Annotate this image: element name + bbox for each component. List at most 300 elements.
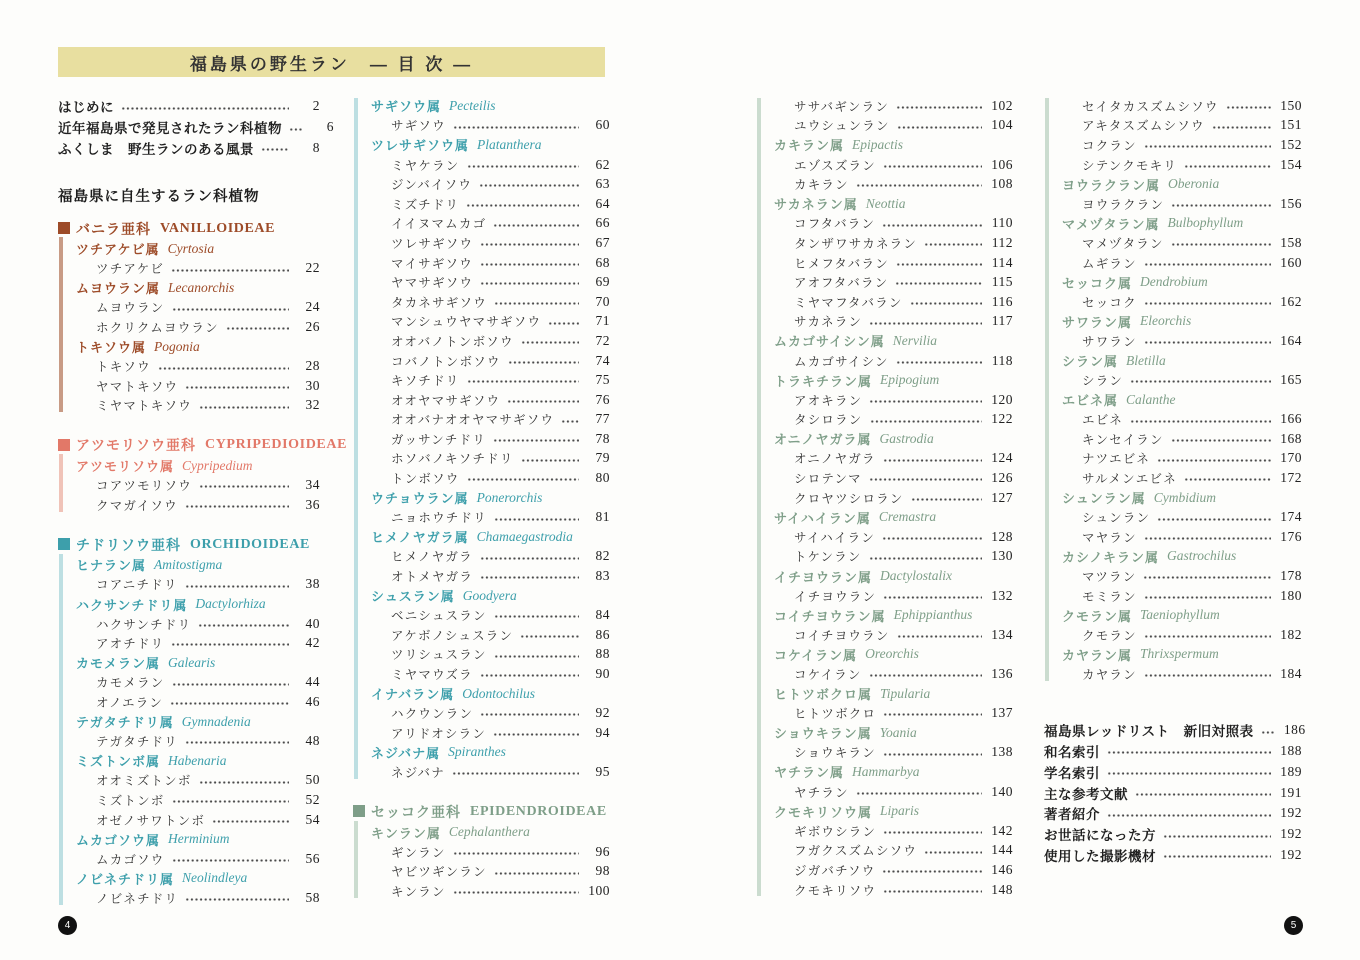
toc-entry-row bbox=[353, 723, 610, 743]
entry-name: アキタスズムシソウ bbox=[1082, 119, 1205, 134]
entry-page-number: 156 bbox=[1280, 195, 1302, 211]
entry-name: オゼノサワトンボ bbox=[96, 813, 206, 828]
section-spacer bbox=[353, 782, 610, 802]
genus-name-latin: Thrixspermum bbox=[1140, 646, 1219, 662]
dots-leader bbox=[467, 155, 579, 175]
toc-entry-row bbox=[1044, 664, 1302, 684]
genus-heading bbox=[1044, 312, 1302, 332]
subfamily-heading bbox=[58, 218, 320, 239]
toc-entry-row bbox=[353, 468, 610, 488]
entry-page-number: 52 bbox=[305, 791, 320, 807]
entry-name: クモラン bbox=[1082, 628, 1137, 643]
entry-name: コクラン bbox=[1082, 138, 1137, 153]
entry-name: ジンバイソウ bbox=[391, 178, 473, 193]
entry-page-number: 118 bbox=[991, 352, 1013, 368]
entry-name: セッコク bbox=[1082, 295, 1137, 310]
toc-entry-row bbox=[353, 842, 610, 862]
genus-name-ja: ヒナラン属 bbox=[76, 558, 147, 574]
dots-leader bbox=[453, 881, 579, 901]
dots-leader bbox=[480, 272, 579, 292]
toc-entry-row bbox=[353, 429, 610, 449]
section-spacer bbox=[1044, 684, 1302, 720]
genus-name-ja: ムヨウラン属 bbox=[76, 281, 161, 297]
entry-page-number: 192 bbox=[1280, 826, 1302, 842]
dots-leader bbox=[1130, 370, 1271, 390]
entry-page-number: 78 bbox=[595, 430, 610, 446]
entry-page-number: 77 bbox=[595, 411, 610, 427]
entry-name: ふくしま 野生ランのある風景 bbox=[58, 141, 254, 157]
entry-page-number: 79 bbox=[595, 450, 610, 466]
section-color-bar bbox=[354, 821, 358, 898]
entry-name: クモキリソウ bbox=[794, 883, 877, 898]
dots-leader bbox=[1144, 586, 1271, 606]
subfamily-section bbox=[58, 218, 320, 415]
toc-entry-row bbox=[756, 782, 1013, 802]
dots-leader bbox=[895, 272, 982, 292]
entry-page-number: 106 bbox=[991, 156, 1013, 172]
entry-page-number: 127 bbox=[991, 489, 1013, 505]
dots-leader bbox=[897, 116, 982, 136]
genus-name-latin: Neolindleya bbox=[182, 870, 248, 886]
genus-heading bbox=[353, 527, 610, 547]
entry-page-number: 100 bbox=[588, 882, 610, 898]
genus-heading bbox=[58, 555, 320, 575]
genus-name-latin: Dactylostalix bbox=[880, 568, 952, 584]
entry-name: ヤマサギソウ bbox=[391, 276, 474, 291]
entry-page-number: 60 bbox=[595, 117, 610, 133]
toc-entry-row bbox=[353, 351, 610, 371]
entry-page-number: 48 bbox=[305, 733, 320, 749]
entry-name: ベニシュスラン bbox=[391, 609, 487, 624]
entry-page-number: 184 bbox=[1280, 666, 1302, 682]
subfamily-name-ja: セッコク亜科 bbox=[371, 804, 461, 821]
toc-entry-row bbox=[58, 575, 320, 595]
dots-leader bbox=[870, 410, 982, 430]
entry-page-number: 8 bbox=[312, 139, 320, 155]
genus-heading bbox=[1044, 351, 1302, 371]
entry-page-number: 44 bbox=[305, 674, 320, 690]
entry-page-number: 74 bbox=[595, 352, 610, 368]
entry-page-number: 162 bbox=[1280, 293, 1302, 309]
subfamily-heading bbox=[58, 535, 320, 556]
entry-page-number: 83 bbox=[595, 568, 610, 584]
dots-leader bbox=[480, 253, 579, 273]
genus-name-latin: Herminium bbox=[168, 831, 230, 847]
toc-entry-row bbox=[353, 645, 610, 665]
entry-page-number: 172 bbox=[1280, 470, 1302, 486]
dots-leader bbox=[480, 233, 579, 253]
subfamily-section bbox=[58, 535, 320, 908]
entry-name: イチヨウラン bbox=[794, 589, 877, 604]
genus-name-latin: Chamaegastrodia bbox=[476, 528, 573, 544]
toc-entry-row bbox=[58, 673, 320, 693]
dots-leader bbox=[1157, 449, 1271, 469]
toc-entry-row bbox=[1044, 468, 1302, 488]
genus-name-latin: Epipogium bbox=[880, 372, 940, 388]
dots-leader bbox=[896, 253, 982, 273]
genus-heading bbox=[756, 135, 1013, 155]
dots-leader bbox=[467, 370, 579, 390]
toc-entry-row bbox=[353, 664, 610, 684]
dots-leader bbox=[493, 429, 579, 449]
genus-heading bbox=[58, 653, 320, 673]
dots-leader bbox=[171, 633, 289, 653]
entry-name: トンボソウ bbox=[391, 472, 460, 487]
toc-entry-row bbox=[756, 841, 1013, 861]
toc-entry-row bbox=[353, 566, 610, 586]
dots-leader bbox=[883, 586, 982, 606]
genus-heading bbox=[756, 566, 1013, 586]
toc-column-1 bbox=[58, 96, 348, 908]
genus-name-latin: Habenaria bbox=[168, 752, 227, 768]
dots-leader bbox=[170, 692, 289, 712]
genus-heading bbox=[1044, 214, 1302, 234]
dots-leader bbox=[494, 861, 579, 881]
toc-entry-row bbox=[353, 507, 610, 527]
entry-name: シラン bbox=[1082, 374, 1124, 389]
toc-entry-row bbox=[353, 292, 610, 312]
section-heading: 福島県に自生するラン科植物 bbox=[58, 189, 260, 206]
entry-page-number: 180 bbox=[1280, 587, 1302, 603]
toc-entry-row bbox=[1044, 741, 1302, 762]
entry-page-number: 80 bbox=[595, 470, 610, 486]
entry-name: ハクウンラン bbox=[391, 707, 474, 722]
dots-leader bbox=[1144, 527, 1271, 547]
entry-name: ミヤマトキソウ bbox=[96, 399, 192, 414]
genus-name-ja: クモラン属 bbox=[1062, 608, 1133, 624]
entry-page-number: 124 bbox=[991, 450, 1013, 466]
dots-leader bbox=[883, 155, 982, 175]
toc-entry-row bbox=[756, 547, 1013, 567]
entry-name: 使用した撮影機材 bbox=[1044, 848, 1156, 864]
entry-name: シュンラン bbox=[1082, 511, 1151, 526]
genus-name-ja: サギソウ属 bbox=[371, 99, 442, 115]
entry-name: ホソバノキソチドリ bbox=[391, 452, 514, 467]
genus-name-latin: Cymbidium bbox=[1153, 489, 1216, 505]
subfamily-name-latin: VANILLOIDEAE bbox=[160, 220, 276, 236]
entry-name: ムヨウラン bbox=[96, 301, 165, 316]
entry-name: 近年福島県で発見されたラン科植物 bbox=[58, 121, 282, 137]
dots-leader bbox=[479, 174, 579, 194]
entry-page-number: 40 bbox=[305, 615, 320, 631]
toc-entry-row bbox=[353, 116, 610, 136]
entry-name: マメヅタラン bbox=[1082, 236, 1164, 251]
entry-name: タシロラン bbox=[794, 413, 863, 428]
entry-page-number: 144 bbox=[991, 842, 1013, 858]
page-number-right: 5 bbox=[1284, 916, 1303, 935]
toc-entry-row bbox=[756, 292, 1013, 312]
toc-entry-row bbox=[756, 312, 1013, 332]
dots-leader bbox=[185, 731, 289, 751]
toc-entry-row bbox=[756, 410, 1013, 430]
entry-name: ショウキラン bbox=[794, 746, 876, 761]
genus-heading bbox=[353, 684, 610, 704]
entry-page-number: 104 bbox=[991, 117, 1013, 133]
toc-entry-row bbox=[756, 860, 1013, 880]
dots-leader bbox=[172, 673, 289, 693]
entry-page-number: 36 bbox=[305, 496, 320, 512]
dots-leader bbox=[212, 810, 289, 830]
genus-heading bbox=[353, 822, 610, 842]
toc-entry-row bbox=[58, 614, 320, 634]
entry-page-number: 182 bbox=[1280, 626, 1302, 642]
dots-leader bbox=[493, 723, 579, 743]
entry-name: オニノヤガラ bbox=[794, 452, 876, 467]
genus-heading bbox=[58, 869, 320, 889]
toc-entry-row bbox=[756, 527, 1013, 547]
toc-entry-row bbox=[1044, 116, 1302, 136]
genus-name-ja: ウチョウラン属 bbox=[371, 491, 469, 507]
dots-leader bbox=[185, 376, 289, 396]
back-matter-list bbox=[1044, 720, 1306, 866]
toc-entry-row bbox=[353, 214, 610, 234]
genus-name-latin: Liparis bbox=[880, 803, 920, 819]
genus-name-latin: Tipularia bbox=[880, 685, 931, 701]
toc-entry-row bbox=[353, 312, 610, 332]
genus-heading bbox=[756, 429, 1013, 449]
entry-page-number: 86 bbox=[595, 626, 610, 642]
entry-name: アオフタバラン bbox=[794, 276, 889, 291]
toc-entry-row bbox=[756, 272, 1013, 292]
genus-name-ja: アツモリソウ属 bbox=[76, 459, 175, 475]
genus-name-ja: ヨウラクラン属 bbox=[1062, 177, 1161, 193]
genus-heading bbox=[58, 278, 320, 298]
dots-leader bbox=[1226, 96, 1271, 116]
entry-name: ヨウラクラン bbox=[1082, 197, 1165, 212]
entry-page-number: 102 bbox=[991, 97, 1013, 113]
page-number-left: 4 bbox=[58, 916, 77, 935]
genus-heading bbox=[1044, 390, 1302, 410]
entry-page-number: 84 bbox=[595, 607, 610, 623]
genus-name-latin: Dendrobium bbox=[1140, 274, 1208, 290]
genus-name-latin: Taeniophyllum bbox=[1140, 607, 1220, 623]
dots-leader bbox=[480, 566, 579, 586]
entry-page-number: 128 bbox=[991, 528, 1013, 544]
genus-heading bbox=[353, 488, 610, 508]
dots-leader bbox=[480, 703, 579, 723]
genus-heading bbox=[1044, 547, 1302, 567]
entry-name: エビネ bbox=[1082, 413, 1124, 428]
dots-leader bbox=[1144, 253, 1271, 273]
subfamily-name-latin: ORCHIDOIDEAE bbox=[190, 536, 310, 552]
toc-entry-row bbox=[353, 155, 610, 175]
entry-name: ミヤケラン bbox=[391, 158, 460, 173]
genus-name-ja: イナバラン属 bbox=[371, 687, 455, 703]
entry-name: お世話になった方 bbox=[1044, 828, 1156, 844]
entry-page-number: 142 bbox=[991, 822, 1013, 838]
dots-leader bbox=[198, 614, 289, 634]
toc-entry-row bbox=[1044, 720, 1306, 741]
entry-page-number: 134 bbox=[991, 626, 1013, 642]
entry-name: ジガバチソウ bbox=[794, 863, 876, 878]
genus-name-latin: Goodyera bbox=[462, 587, 517, 603]
entry-name: ヤチラン bbox=[794, 785, 849, 800]
dots-leader bbox=[521, 449, 579, 469]
genus-name-ja: ハクサンチドリ属 bbox=[76, 597, 188, 613]
entry-page-number: 165 bbox=[1280, 372, 1302, 388]
entry-name: オオヤマサギソウ bbox=[391, 393, 501, 408]
entry-name: 学名索引 bbox=[1044, 765, 1100, 781]
entry-page-number: 26 bbox=[305, 319, 320, 335]
toc-entry-row bbox=[353, 410, 610, 430]
toc-entry-row bbox=[756, 351, 1013, 371]
dots-leader bbox=[882, 214, 982, 234]
genus-heading bbox=[756, 370, 1013, 390]
entry-name: コケイラン bbox=[794, 668, 862, 683]
entry-page-number: 136 bbox=[991, 666, 1013, 682]
entry-name: フガクスズムシソウ bbox=[794, 844, 918, 859]
genus-name-ja: シラン属 bbox=[1062, 354, 1119, 370]
genus-name-latin: Cremastra bbox=[878, 509, 937, 525]
genus-heading bbox=[58, 712, 320, 732]
genus-name-latin: Gastrochilus bbox=[1166, 548, 1237, 564]
genus-name-ja: ムカゴサイシン属 bbox=[774, 334, 885, 350]
dots-leader bbox=[493, 214, 579, 234]
genus-name-ja: ヒトツボクロ属 bbox=[774, 687, 873, 703]
genus-name-latin: Gastrodia bbox=[879, 430, 934, 446]
dots-leader bbox=[199, 771, 289, 791]
entry-name: ムカゴソウ bbox=[96, 852, 165, 867]
genus-name-latin: Cyrtosia bbox=[167, 240, 215, 256]
toc-entry-row bbox=[1044, 194, 1302, 214]
entry-name: ツリシュスラン bbox=[391, 648, 487, 663]
dots-leader bbox=[1171, 233, 1271, 253]
genus-name-ja: ツチアケビ属 bbox=[76, 242, 160, 258]
genus-name-ja: テガタチドリ属 bbox=[76, 715, 174, 731]
entry-name: ナツエビネ bbox=[1082, 452, 1151, 467]
dots-leader bbox=[1163, 845, 1271, 866]
toc-entry-row bbox=[58, 810, 320, 830]
toc-entry-row bbox=[58, 376, 320, 396]
genus-heading bbox=[1044, 488, 1302, 508]
toc-entry-row bbox=[1044, 370, 1302, 390]
toc-entry-row bbox=[1044, 135, 1302, 155]
toc-entry-row bbox=[353, 331, 610, 351]
entry-page-number: 132 bbox=[991, 587, 1013, 603]
genus-name-ja: シュスラン属 bbox=[371, 589, 455, 605]
entry-name: カヤラン bbox=[1082, 668, 1137, 683]
dots-leader bbox=[1171, 194, 1271, 214]
entry-page-number: 67 bbox=[595, 234, 610, 250]
toc-entry-row bbox=[1044, 292, 1302, 312]
toc-entry-row bbox=[58, 258, 320, 278]
genus-heading bbox=[1044, 645, 1302, 665]
dots-leader bbox=[480, 547, 579, 567]
entry-name: ミヤマフタバラン bbox=[794, 295, 903, 310]
toc-entry-row bbox=[756, 703, 1013, 723]
entry-page-number: 117 bbox=[991, 313, 1013, 329]
toc-entry-row bbox=[1044, 566, 1302, 586]
dots-leader bbox=[856, 782, 982, 802]
genus-name-ja: ミズトンボ属 bbox=[76, 754, 161, 770]
dots-leader bbox=[185, 495, 289, 515]
dots-leader bbox=[171, 258, 289, 278]
dots-leader bbox=[121, 96, 289, 117]
subfamily-section bbox=[1044, 96, 1302, 684]
entry-name: オオミズトンボ bbox=[96, 774, 192, 789]
toc-entry-row bbox=[353, 861, 610, 881]
genus-heading bbox=[353, 135, 610, 155]
genus-name-latin: Calanthe bbox=[1126, 391, 1176, 407]
entry-name: ムカゴサイシン bbox=[794, 354, 889, 369]
toc-entry-row bbox=[353, 547, 610, 567]
front-matter-list bbox=[58, 96, 334, 158]
subfamily-bullet-icon bbox=[58, 222, 70, 234]
dots-leader bbox=[199, 475, 289, 495]
entry-page-number: 126 bbox=[991, 470, 1013, 486]
entry-name: キンセイラン bbox=[1082, 432, 1164, 447]
genus-heading bbox=[353, 586, 610, 606]
toc-entry-row bbox=[1044, 625, 1302, 645]
entry-page-number: 30 bbox=[305, 377, 320, 393]
entry-name: ムギラン bbox=[1082, 256, 1137, 271]
genus-name-ja: クモキリソウ属 bbox=[774, 804, 873, 820]
toc-entry-row bbox=[756, 743, 1013, 763]
toc-entry-row bbox=[353, 881, 610, 901]
entry-name: ホクリクムヨウラン bbox=[96, 321, 219, 336]
entry-page-number: 174 bbox=[1280, 509, 1302, 525]
entry-name: モミラン bbox=[1082, 589, 1137, 604]
entry-name: ササバギンラン bbox=[794, 99, 890, 114]
dots-leader bbox=[869, 390, 982, 410]
genus-name-latin: Hammarbya bbox=[852, 763, 920, 779]
subfamily-name-ja: バニラ亜科 bbox=[76, 220, 151, 237]
section-color-bar bbox=[59, 454, 63, 511]
dots-leader bbox=[1261, 720, 1275, 741]
toc-entry-row bbox=[756, 253, 1013, 273]
entry-name: コイチヨウラン bbox=[794, 628, 890, 643]
entry-name: シテンクモキリ bbox=[1082, 158, 1178, 173]
toc-entry-row bbox=[1044, 449, 1302, 469]
entry-name: サギソウ bbox=[391, 119, 446, 134]
entry-name: ギボウシラン bbox=[794, 824, 877, 839]
dots-leader bbox=[480, 664, 579, 684]
toc-entry-row bbox=[58, 771, 320, 791]
genus-name-ja: サワラン属 bbox=[1062, 314, 1133, 330]
entry-name: トケンラン bbox=[794, 550, 862, 565]
entry-page-number: 138 bbox=[991, 744, 1013, 760]
dots-leader bbox=[883, 880, 982, 900]
entry-name: はじめに bbox=[58, 100, 114, 116]
section-spacer bbox=[58, 515, 320, 535]
dots-leader bbox=[1144, 292, 1271, 312]
dots-leader bbox=[896, 351, 982, 371]
toc-entry-row bbox=[1044, 331, 1302, 351]
entry-name: 福島県レッドリスト 新旧対照表 bbox=[1044, 724, 1254, 740]
genus-heading bbox=[1044, 605, 1302, 625]
entry-page-number: 88 bbox=[595, 646, 610, 662]
genus-name-latin: Galearis bbox=[168, 654, 216, 670]
entry-page-number: 82 bbox=[595, 548, 610, 564]
genus-heading bbox=[353, 743, 610, 763]
section-color-bar bbox=[59, 237, 63, 412]
entry-page-number: 188 bbox=[1280, 743, 1302, 758]
dots-leader bbox=[172, 790, 289, 810]
genus-heading bbox=[756, 723, 1013, 743]
toc-entry-row bbox=[353, 272, 610, 292]
toc-entry-row bbox=[756, 488, 1013, 508]
dots-leader bbox=[869, 664, 982, 684]
dots-leader bbox=[1144, 664, 1271, 684]
entry-name: ヒメフタバラン bbox=[794, 256, 889, 271]
genus-heading bbox=[58, 829, 320, 849]
genus-name-ja: エビネ属 bbox=[1062, 393, 1119, 409]
dots-leader bbox=[548, 312, 579, 332]
toc-entry-row bbox=[353, 233, 610, 253]
genus-name-ja: ノビネチドリ属 bbox=[76, 871, 175, 887]
dots-leader bbox=[910, 292, 982, 312]
dots-leader bbox=[185, 575, 289, 595]
